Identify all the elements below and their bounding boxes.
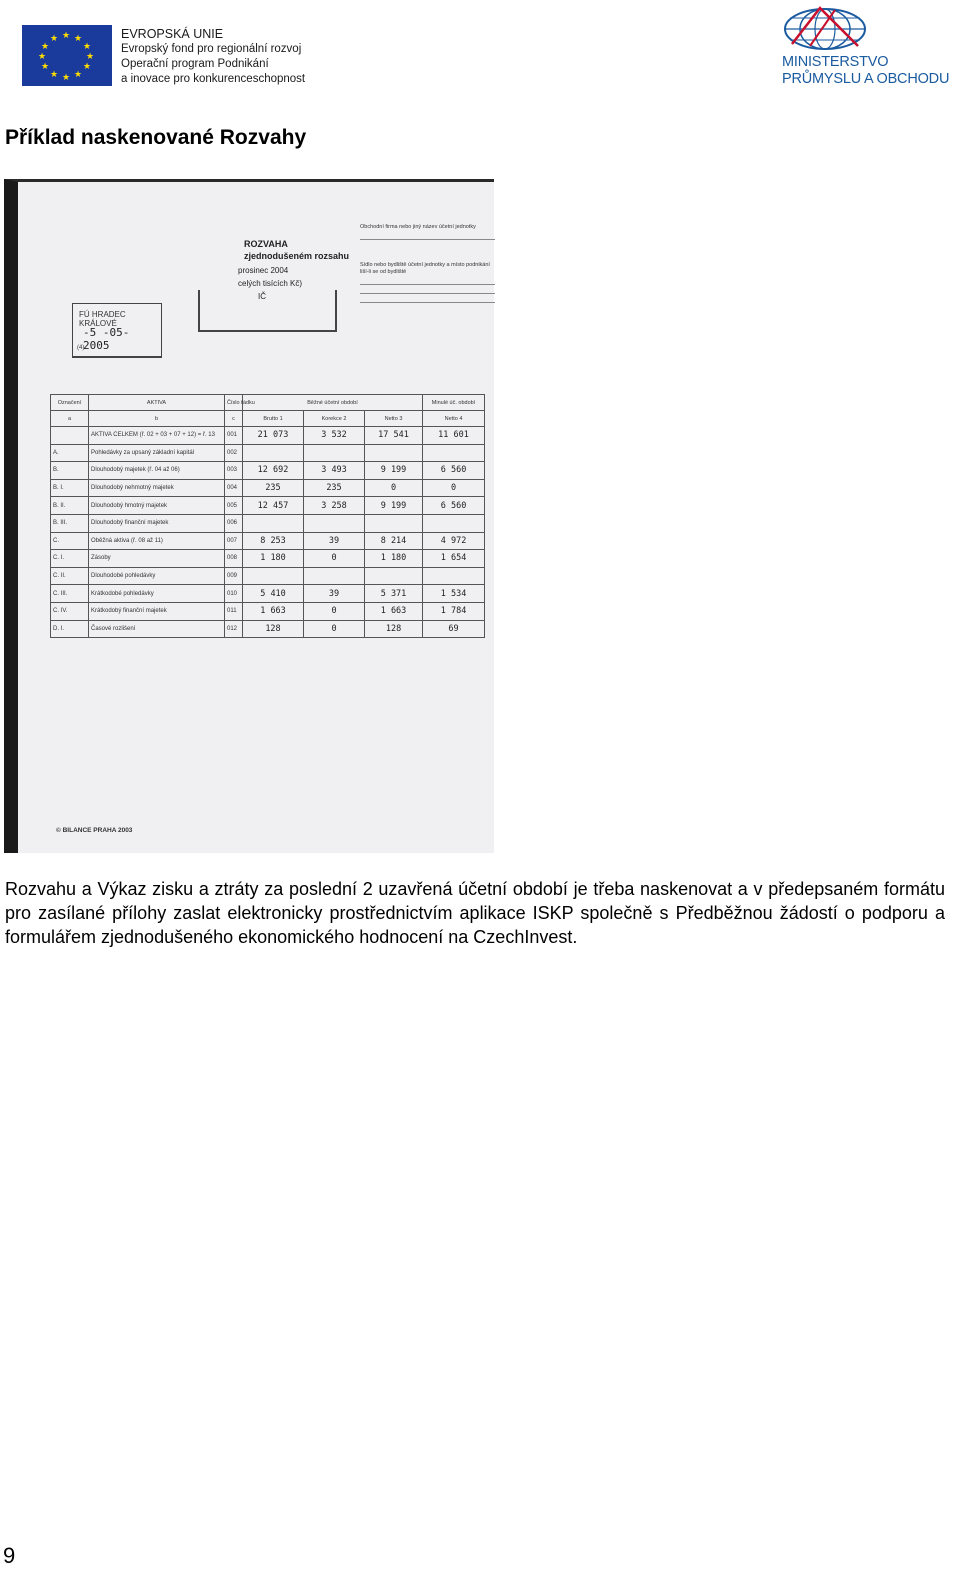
row-mark: A. bbox=[51, 444, 89, 462]
scan-title-block bbox=[244, 238, 349, 262]
scan-copyright: © BILANCE PRAHA 2003 bbox=[56, 827, 133, 834]
balance-table bbox=[50, 394, 485, 638]
table-row bbox=[51, 620, 485, 638]
row-number: 008 bbox=[225, 550, 243, 568]
header-cell bbox=[243, 411, 304, 427]
header-num: 3 bbox=[399, 415, 403, 422]
brutto-cell: 128 bbox=[243, 620, 304, 638]
row-label: Pohledávky za upsaný základní kapitál bbox=[89, 444, 225, 462]
header-label: Brutto bbox=[263, 415, 279, 422]
row-label: Časové rozlišení bbox=[89, 620, 225, 638]
minule-cell bbox=[423, 567, 485, 585]
table-header-row bbox=[51, 395, 485, 411]
header-cell: Označení bbox=[51, 395, 89, 411]
brutto-cell bbox=[243, 567, 304, 585]
header-label: Korekce bbox=[321, 415, 342, 422]
minule-cell: 1 654 bbox=[423, 550, 485, 568]
row-mark: B. I. bbox=[51, 479, 89, 497]
mpo-text bbox=[782, 54, 949, 88]
korekce-cell bbox=[304, 514, 365, 532]
minule-cell bbox=[423, 444, 485, 462]
row-mark: C. bbox=[51, 532, 89, 550]
row-mark: B. II. bbox=[51, 497, 89, 515]
table-row bbox=[51, 585, 485, 603]
brutto-cell: 1 180 bbox=[243, 550, 304, 568]
netto-cell: 5 371 bbox=[365, 585, 423, 603]
korekce-cell: 0 bbox=[304, 602, 365, 620]
netto-cell: 9 199 bbox=[365, 462, 423, 480]
netto-cell: 8 214 bbox=[365, 532, 423, 550]
minule-cell: 1 534 bbox=[423, 585, 485, 603]
body-paragraph: Rozvahu a Výkaz zisku a ztráty za poslední 2 uzavřená účetní období je třeba naskenovat a v předepsaném formátu pro zasílané přílohy zaslat elektronicky prostřednictvím aplikace ISKP společně s Předběžnou žádostí o podporu a formulářem zjednodušeného ekonomického hodnocení na CzechInvest. bbox=[5, 879, 945, 947]
stamp-code: (4) bbox=[77, 345, 85, 351]
header-cell: b bbox=[89, 411, 225, 427]
header-num: 2 bbox=[343, 415, 347, 422]
korekce-cell bbox=[304, 567, 365, 585]
stamp-date: -5 -05- 2005 bbox=[83, 326, 130, 352]
korekce-cell bbox=[304, 444, 365, 462]
scan-doc-subtitle: zjednodušeném rozsahu bbox=[244, 251, 350, 261]
header-cell: c bbox=[225, 411, 243, 427]
row-label: Krátkodobý finanční majetek bbox=[89, 602, 225, 620]
table-header-row bbox=[51, 411, 485, 427]
header-num: 4 bbox=[459, 415, 463, 422]
minule-cell: 6 560 bbox=[423, 497, 485, 515]
scan-right-mid: Sídlo nebo bydliště účetní jednotky a místo podnikání liší-li se od bydliště bbox=[360, 262, 490, 275]
table-row bbox=[51, 427, 485, 445]
scan-right-top: Obchodní firma nebo jiný název účetní jednotky bbox=[360, 224, 476, 230]
row-label: Krátkodobé pohledávky bbox=[89, 585, 225, 603]
mpo-globe-icon bbox=[780, 4, 870, 52]
row-number: 006 bbox=[225, 514, 243, 532]
minule-cell: 69 bbox=[423, 620, 485, 638]
netto-cell bbox=[365, 514, 423, 532]
row-number: 001 bbox=[225, 427, 243, 445]
divider bbox=[360, 293, 495, 294]
eu-logo bbox=[22, 25, 312, 89]
eu-line: Evropský fond pro regionální rozvoj bbox=[121, 43, 302, 55]
korekce-cell: 3 258 bbox=[304, 497, 365, 515]
mpo-logo bbox=[780, 4, 960, 90]
divider bbox=[360, 239, 495, 240]
divider bbox=[360, 302, 495, 303]
netto-cell: 9 199 bbox=[365, 497, 423, 515]
minule-cell: 4 972 bbox=[423, 532, 485, 550]
scan-doc-title: ROZVAHA bbox=[244, 239, 288, 249]
korekce-cell: 39 bbox=[304, 585, 365, 603]
table-row bbox=[51, 514, 485, 532]
row-number: 003 bbox=[225, 462, 243, 480]
header-cell: Běžné účetní období bbox=[243, 395, 423, 411]
korekce-cell: 0 bbox=[304, 620, 365, 638]
scan-ico-label: IČ bbox=[258, 292, 266, 301]
eu-line: a inovace pro konkurenceschopnost bbox=[121, 73, 306, 85]
scanned-balance-sheet bbox=[4, 179, 494, 853]
page-title: Příklad naskenované Rozvahy bbox=[5, 126, 307, 149]
header-cell: AKTIVA bbox=[89, 395, 225, 411]
scan-right-block bbox=[360, 224, 495, 303]
balance-table-body bbox=[51, 427, 485, 638]
brutto-cell: 235 bbox=[243, 479, 304, 497]
header-label: Netto bbox=[384, 415, 398, 422]
brutto-cell: 8 253 bbox=[243, 532, 304, 550]
brutto-cell bbox=[243, 514, 304, 532]
netto-cell: 17 541 bbox=[365, 427, 423, 445]
row-number: 011 bbox=[225, 602, 243, 620]
minule-cell: 6 560 bbox=[423, 462, 485, 480]
brutto-cell: 12 457 bbox=[243, 497, 304, 515]
eu-text bbox=[121, 27, 305, 87]
row-number: 004 bbox=[225, 479, 243, 497]
header-cell: Minulé úč. období bbox=[423, 395, 485, 411]
stamp-office: FÚ HRADEC KRÁLOVÉ bbox=[79, 310, 126, 328]
header-cell: Číslo řádku bbox=[225, 395, 243, 411]
netto-cell: 1 180 bbox=[365, 550, 423, 568]
header-num: 1 bbox=[279, 415, 283, 422]
row-number: 005 bbox=[225, 497, 243, 515]
office-stamp bbox=[72, 303, 162, 358]
row-label: Zásoby bbox=[89, 550, 225, 568]
table-row bbox=[51, 567, 485, 585]
page-number: 9 bbox=[3, 1543, 16, 1568]
brutto-cell: 1 663 bbox=[243, 602, 304, 620]
row-number: 010 bbox=[225, 585, 243, 603]
korekce-cell: 3 532 bbox=[304, 427, 365, 445]
row-label: Dlouhodobé pohledávky bbox=[89, 567, 225, 585]
row-mark bbox=[51, 427, 89, 445]
table-row bbox=[51, 602, 485, 620]
row-label: AKTIVA CELKEM (ř. 02 + 03 + 07 + 12) = ř. 13 bbox=[89, 427, 225, 445]
header-cell: a bbox=[51, 411, 89, 427]
row-mark: B. III. bbox=[51, 514, 89, 532]
row-number: 007 bbox=[225, 532, 243, 550]
minule-cell: 1 784 bbox=[423, 602, 485, 620]
scan-date-line: prosinec 2004 bbox=[238, 266, 289, 275]
row-mark: B. bbox=[51, 462, 89, 480]
row-label: Dlouhodobý finanční majetek bbox=[89, 514, 225, 532]
header-cell bbox=[423, 411, 485, 427]
korekce-cell: 0 bbox=[304, 550, 365, 568]
row-mark: C. II. bbox=[51, 567, 89, 585]
korekce-cell: 3 493 bbox=[304, 462, 365, 480]
header-cell bbox=[304, 411, 365, 427]
row-label: Dlouhodobý majetek (ř. 04 až 06) bbox=[89, 462, 225, 480]
table-row bbox=[51, 462, 485, 480]
brutto-cell: 12 692 bbox=[243, 462, 304, 480]
header-label: Netto bbox=[444, 415, 458, 422]
row-label: Dlouhodobý nehmotný majetek bbox=[89, 479, 225, 497]
mpo-line: MINISTERSTVO bbox=[782, 54, 889, 70]
brutto-cell: 5 410 bbox=[243, 585, 304, 603]
row-mark: C. I. bbox=[51, 550, 89, 568]
minule-cell: 11 601 bbox=[423, 427, 485, 445]
table-row bbox=[51, 479, 485, 497]
table-row bbox=[51, 497, 485, 515]
minule-cell bbox=[423, 514, 485, 532]
row-number: 012 bbox=[225, 620, 243, 638]
netto-cell: 0 bbox=[365, 479, 423, 497]
netto-cell bbox=[365, 567, 423, 585]
divider bbox=[360, 284, 495, 285]
row-mark: C. III. bbox=[51, 585, 89, 603]
minule-cell: 0 bbox=[423, 479, 485, 497]
header-cell bbox=[365, 411, 423, 427]
row-mark: D. I. bbox=[51, 620, 89, 638]
korekce-cell: 39 bbox=[304, 532, 365, 550]
netto-cell bbox=[365, 444, 423, 462]
table-row bbox=[51, 550, 485, 568]
eu-line: Operační program Podnikání bbox=[121, 58, 269, 70]
row-number: 002 bbox=[225, 444, 243, 462]
row-label: Dlouhodobý hmotný majetek bbox=[89, 497, 225, 515]
netto-cell: 1 663 bbox=[365, 602, 423, 620]
eu-flag-icon: ★ ★ ★ ★ ★ ★ ★ ★ ★ ★ ★ ★ bbox=[22, 25, 112, 86]
scan-ico-box bbox=[198, 290, 337, 332]
row-label: Oběžná aktiva (ř. 08 až 11) bbox=[89, 532, 225, 550]
table-row bbox=[51, 444, 485, 462]
netto-cell: 128 bbox=[365, 620, 423, 638]
eu-line: EVROPSKÁ UNIE bbox=[121, 27, 224, 41]
table-row bbox=[51, 532, 485, 550]
row-number: 009 bbox=[225, 567, 243, 585]
korekce-cell: 235 bbox=[304, 479, 365, 497]
row-mark: C. IV. bbox=[51, 602, 89, 620]
brutto-cell: 21 073 bbox=[243, 427, 304, 445]
mpo-line: PRŮMYSLU A OBCHODU bbox=[782, 71, 950, 87]
scan-units-line: celých tisících Kč) bbox=[238, 279, 303, 288]
brutto-cell bbox=[243, 444, 304, 462]
